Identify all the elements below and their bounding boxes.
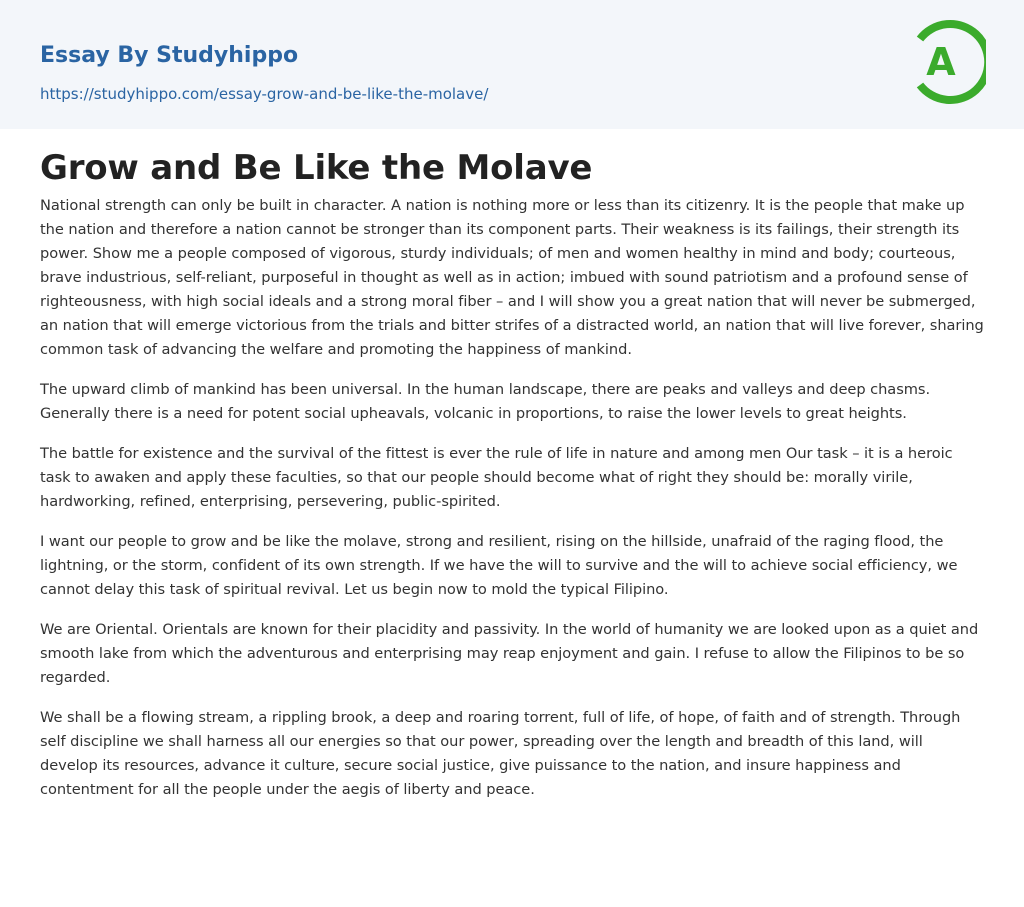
logo-letter: A	[926, 40, 956, 84]
essay-paragraph: The upward climb of mankind has been universal. In the human landscape, there are peaks and valleys and deep chasms. Generally there is a need for potent social upheavals, volcanic in proportions, to raise the lower levels to great heights.	[40, 381, 931, 422]
site-header	[0, 0, 1024, 129]
essay-paragraph: I want our people to grow and be like the molave, strong and resilient, rising on the hillside, unafraid of the raging flood, the lightning, or the storm, confident of its own strength. If we have the will to survive and the will to achieve social efficiency, we cannot delay this task of spiritual revival. Let us begin now to mold the typical Filipino.	[40, 533, 958, 598]
essay-paragraph: We are Oriental. Orientals are known for their placidity and passivity. In the world of humanity we are looked upon as a quiet and smooth lake from which the adventurous and enterprising may reap enjoyment and gain. I refuse to allow the Filipinos to be so regarded.	[40, 621, 979, 686]
site-brand-title[interactable]: Essay By Studyhippo	[40, 43, 299, 68]
essay-title: Grow and Be Like the Molave	[40, 148, 593, 188]
essay-url-link[interactable]: https://studyhippo.com/essay-grow-and-be-like-the-molave/	[40, 85, 489, 103]
logo-ring-icon	[912, 19, 986, 105]
essay-paragraph: We shall be a flowing stream, a rippling brook, a deep and roaring torrent, full of life, of hope, of faith and of strength. Through self discipline we shall harness all our energies so that our power, spreading over the length and breadth of this land, will develop its resources, advance it culture, secure social justice, give puissance to the nation, and insure happiness and contentment for all the people under the aegis of liberty and peace.	[40, 709, 961, 798]
studyhippo-logo[interactable]	[912, 19, 986, 105]
essay-body	[40, 194, 984, 818]
essay-paragraph: National strength can only be built in character. A nation is nothing more or less than its citizenry. It is the people that make up the nation and therefore a nation cannot be stronger than its component parts. Their weakness is its failings, their strength its power. Show me a people composed of vigorous, sturdy individuals; of men and women healthy in mind and body; courteous, brave industrious, self-reliant, purposeful in thought as well as in action; imbued with sound patriotism and a profound sense of righteousness, with high social ideals and a strong moral fiber – and I will show you a great nation that will never be submerged, an nation that will emerge victorious from the trials and bitter strifes of a distracted world, an nation that will live forever, sharing common task of advancing the welfare and promoting the happiness of mankind.	[40, 197, 984, 358]
essay-paragraph: The battle for existence and the survival of the fittest is ever the rule of life in nature and among men Our task – it is a heroic task to awaken and apply these faculties, so that our people should become what of right they should be: morally virile, hardworking, refined, enterprising, persevering, public-spirited.	[40, 445, 953, 510]
